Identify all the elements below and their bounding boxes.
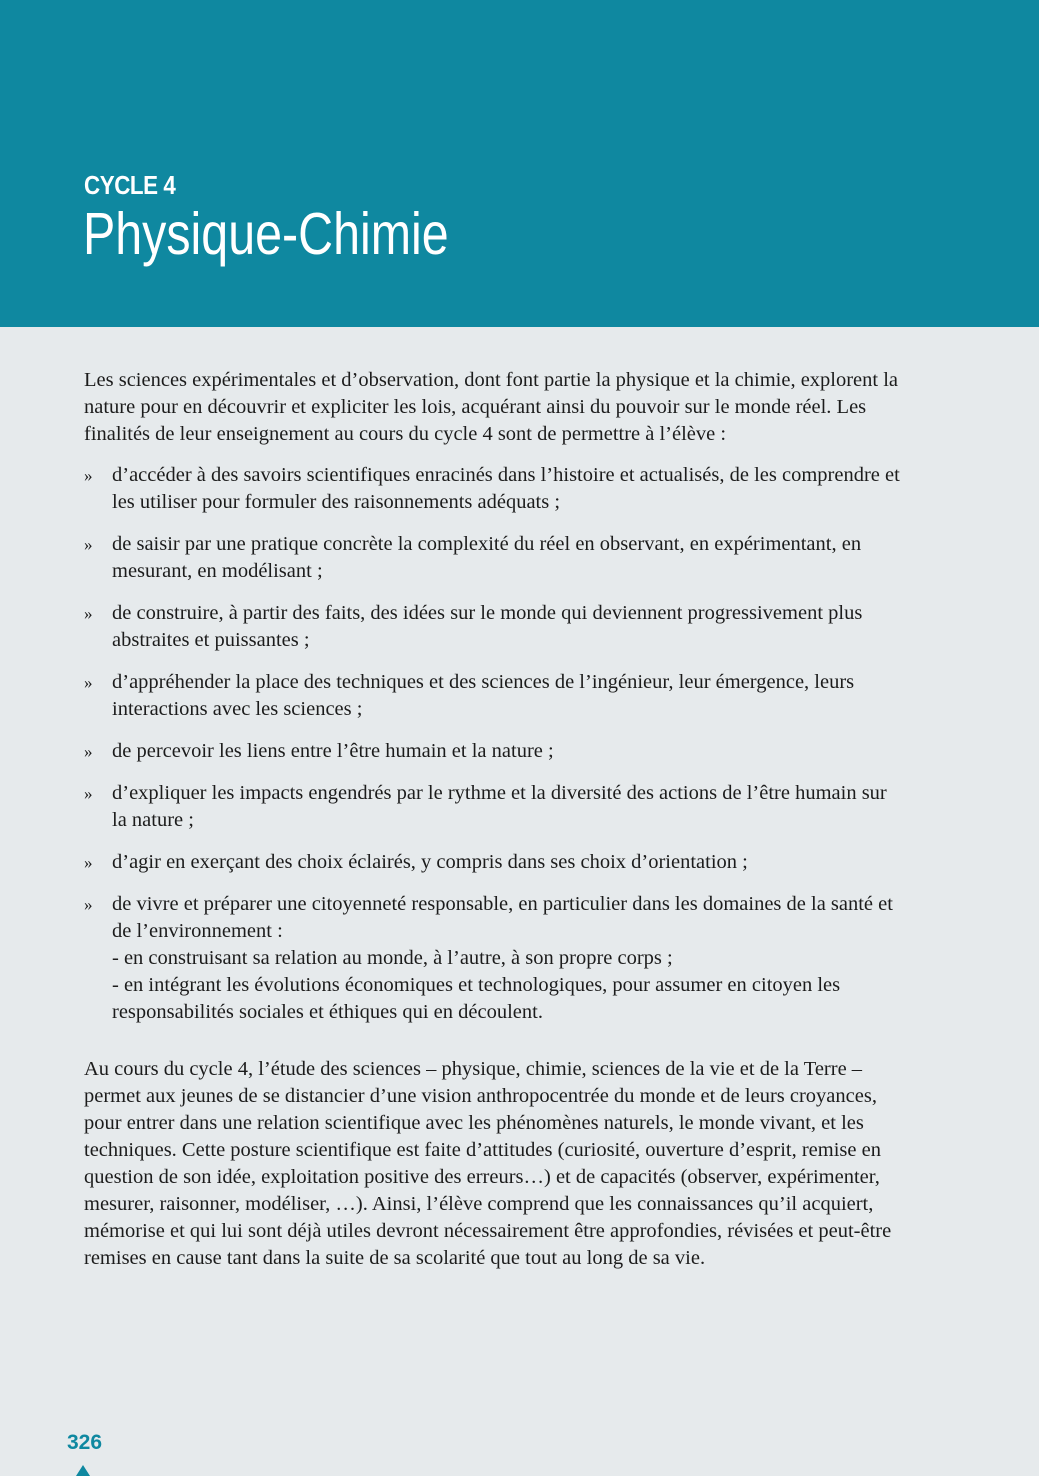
list-item-text: de construire, à partir des faits, des idées sur le monde qui deviennent progressivement plus abstraites et puissantes ; bbox=[112, 602, 863, 651]
list-item-text: d’expliquer les impacts engendrés par le rythme et la diversité des actions de l’être humain sur la nature ; bbox=[112, 782, 887, 831]
list-item bbox=[84, 462, 904, 516]
cycle-label: CYCLE 4 bbox=[84, 170, 176, 200]
list-item bbox=[84, 738, 904, 765]
page-number: 326 bbox=[67, 1431, 103, 1454]
sub-item: - en construisant sa relation au monde, à l’autre, à son propre corps ; bbox=[112, 947, 673, 969]
sub-item: - en intégrant les évolutions économiques et technologiques, pour assumer en citoyen les responsabilités sociales et éthiques qui en découlent. bbox=[112, 974, 841, 1023]
second-paragraph: Au cours du cycle 4, l’étude des sciences – physique, chimie, sciences de la vie et de la Terre – permet aux jeunes de se distancier d’une vision anthropocentrée du monde et de leurs croyances, pour entrer dans une relation scientifique avec les phénomènes naturels, le monde vivant, et les techniques. Cette posture scientifique est faite d’attitudes (curiosité, ouverture d’esprit, remise en question de son idée, exploitation positive des erreurs…) et de capacités (observer, expérimenter, mesurer, raisonner, modéliser, …). Ainsi, l’élève comprend que les connaissances qu’il acquiert, mémorise et qui lui sont déjà utiles devront nécessairement être approfondies, révisées et peut-être remises en cause tant dans la suite de sa scolarité que tout au long de sa vie. bbox=[84, 1058, 892, 1269]
bullet-marker: » bbox=[84, 673, 93, 692]
bullet-marker: » bbox=[84, 784, 93, 803]
list-item-text: d’appréhender la place des techniques et des sciences de l’ingénieur, leur émergence, leurs interactions avec les sciences ; bbox=[112, 671, 855, 720]
list-item bbox=[84, 531, 904, 585]
intro-paragraph: Les sciences expérimentales et d’observation, dont font partie la physique et la chimie, explorent la nature pour en découvrir et expliciter les lois, acquérant ainsi du pouvoir sur le monde réel. Les finalités de leur enseignement au cours du cycle 4 sont de permettre à l’élève : bbox=[84, 369, 899, 445]
bullet-marker: » bbox=[84, 742, 93, 761]
bullet-marker: » bbox=[84, 853, 93, 872]
up-triangle-icon bbox=[76, 1465, 90, 1476]
list-item-text: d’accéder à des savoirs scientifiques enracinés dans l’histoire et actualisés, de les comprendre et les utiliser pour formuler des raisonnements adéquats ; bbox=[112, 464, 900, 513]
list-item bbox=[84, 780, 904, 834]
main-content bbox=[84, 367, 904, 1272]
list-item bbox=[84, 669, 904, 723]
list-item-text: de percevoir les liens entre l’être humain et la nature ; bbox=[112, 740, 554, 762]
list-item bbox=[84, 891, 904, 1026]
header-banner bbox=[0, 0, 1039, 327]
bullet-marker: » bbox=[84, 466, 93, 485]
list-item-text: de vivre et préparer une citoyenneté responsable, en particulier dans les domaines de la santé et de l’environnement : bbox=[112, 893, 893, 942]
bullet-marker: » bbox=[84, 604, 93, 623]
bullet-marker: » bbox=[84, 535, 93, 554]
objectives-list bbox=[84, 462, 904, 1026]
bullet-marker: » bbox=[84, 895, 93, 914]
list-item-text: de saisir par une pratique concrète la complexité du réel en observant, en expérimentant, en mesurant, en modélisant ; bbox=[112, 533, 862, 582]
page-title: Physique-Chimie bbox=[83, 201, 449, 267]
list-item-text: d’agir en exerçant des choix éclairés, y compris dans ses choix d’orientation ; bbox=[112, 851, 748, 873]
list-item bbox=[84, 600, 904, 654]
list-item bbox=[84, 849, 904, 876]
